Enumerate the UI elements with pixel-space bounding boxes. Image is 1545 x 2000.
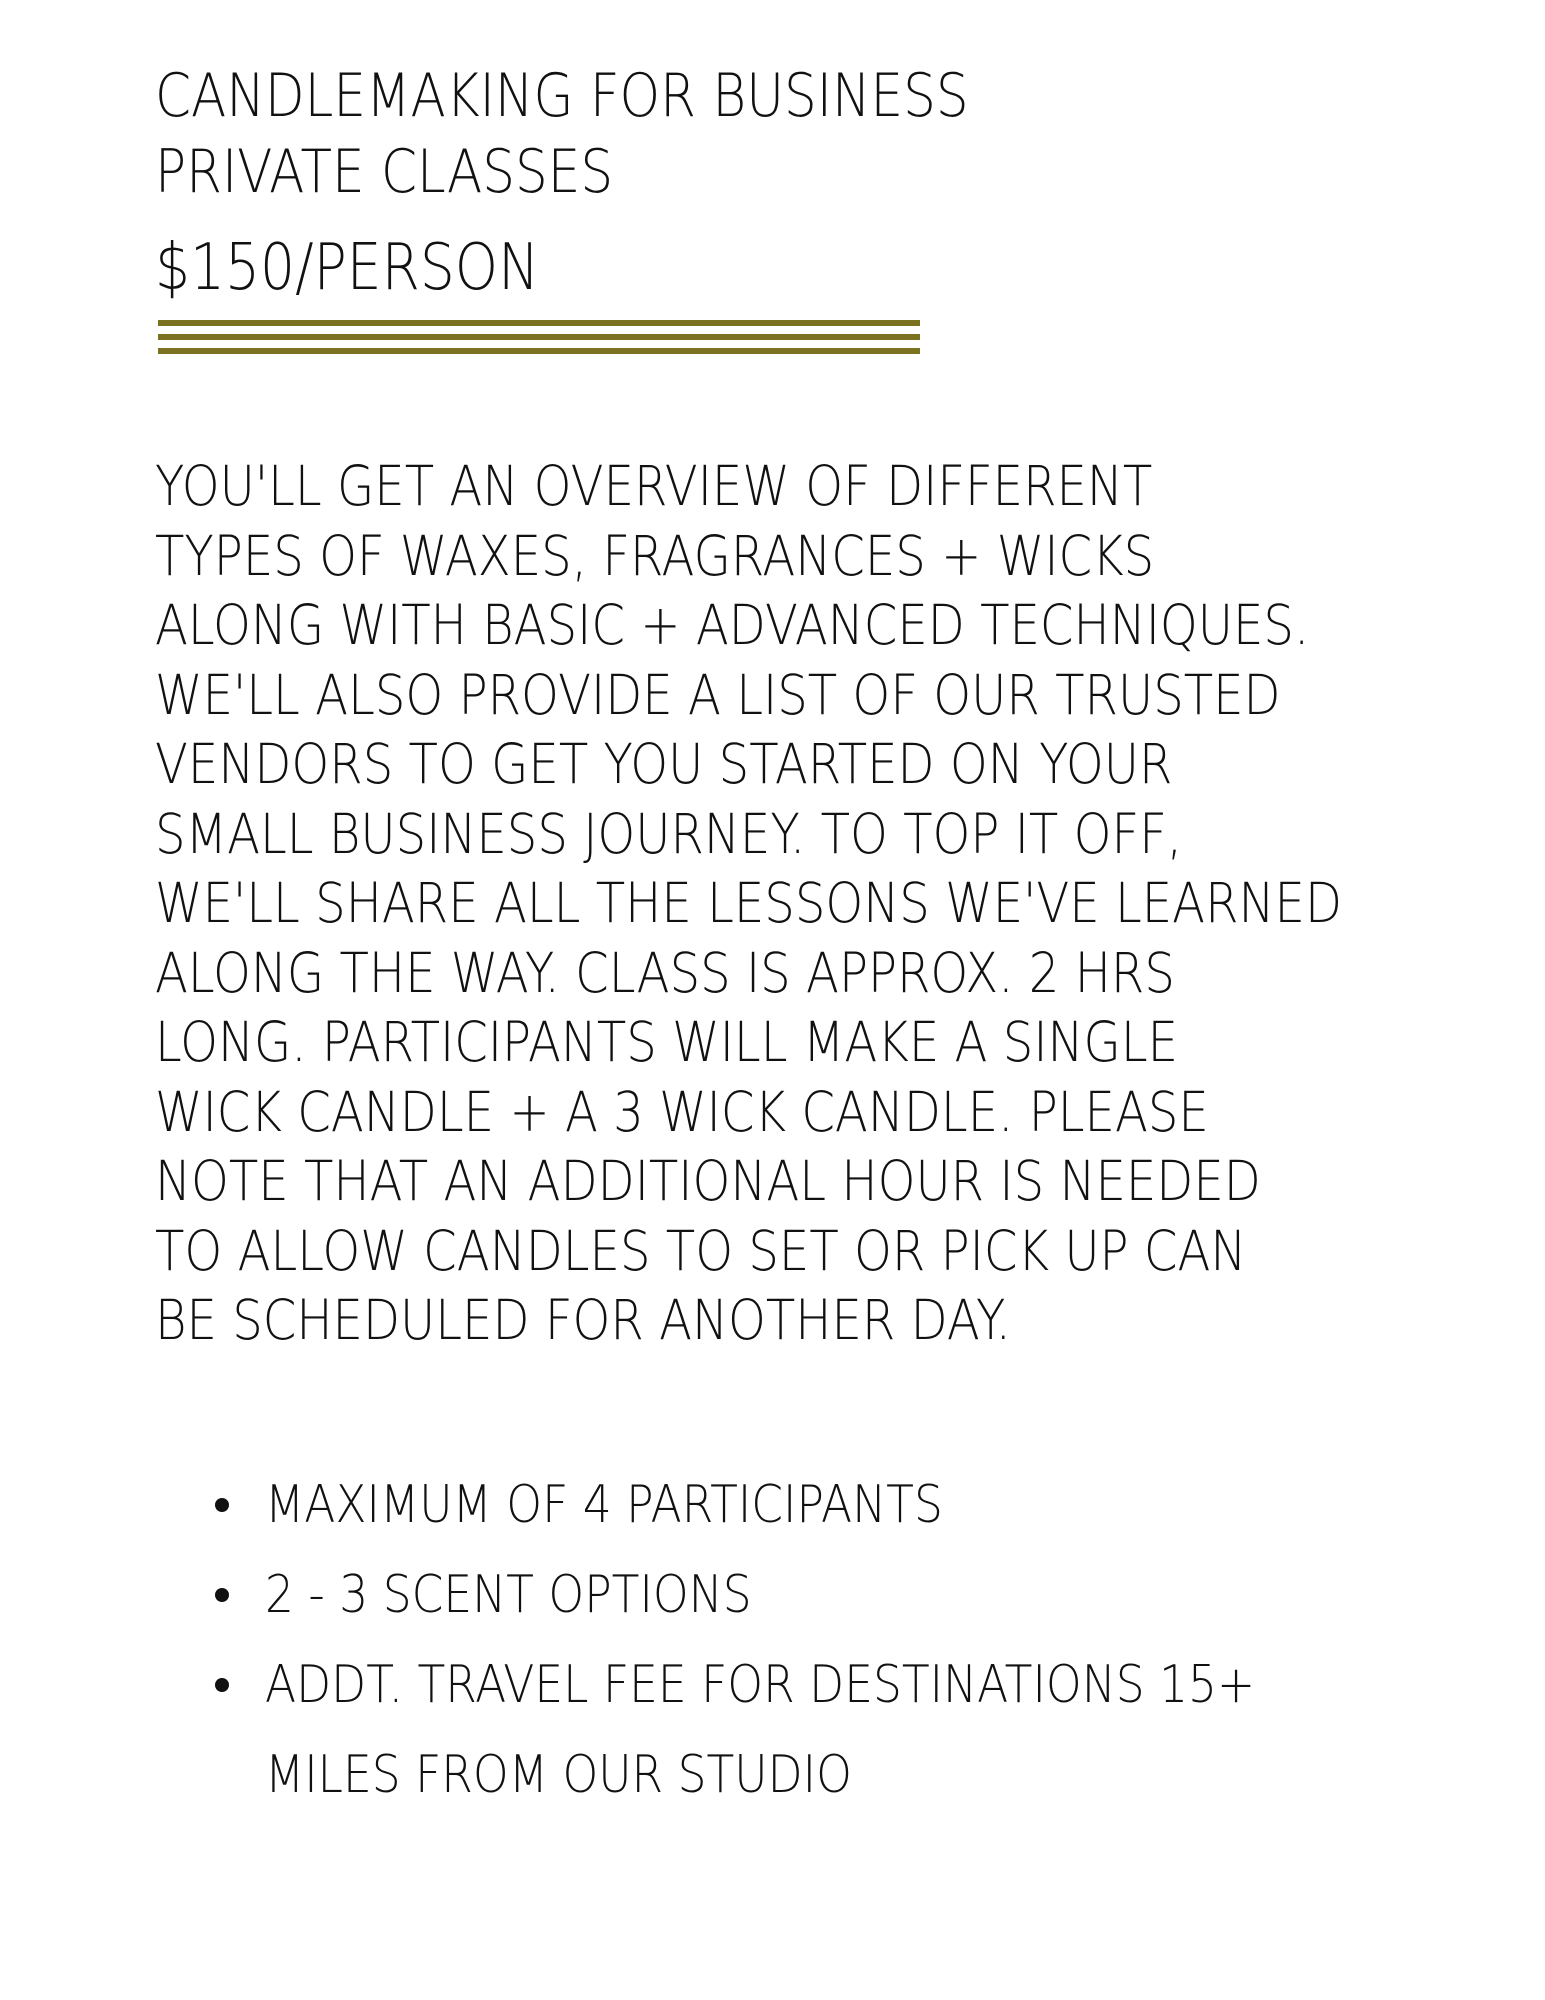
bullet-dot-icon <box>215 1498 229 1512</box>
description-line: VENDORS TO GET YOU STARTED ON YOUR <box>155 732 1173 796</box>
title-line-2: PRIVATE CLASSES <box>155 137 614 207</box>
description-line: ALONG WITH BASIC + ADVANCED TECHNIQUES. <box>155 593 1310 657</box>
list-item-text: MILES FROM OUR STUDIO <box>265 1745 852 1805</box>
description-line: NOTE THAT AN ADDITIONAL HOUR IS NEEDED <box>155 1149 1261 1213</box>
title-line-1: CANDLEMAKING FOR BUSINESS <box>155 61 969 131</box>
description-line: BE SCHEDULED FOR ANOTHER DAY. <box>155 1288 1011 1352</box>
list-item-text: 2 - 3 SCENT OPTIONS <box>265 1565 752 1625</box>
list-item <box>215 1460 1397 1550</box>
rule-line <box>158 334 920 340</box>
description-line: LONG. PARTICIPANTS WILL MAKE A SINGLE <box>155 1010 1179 1074</box>
description-line: WE'LL ALSO PROVIDE A LIST OF OUR TRUSTED <box>155 662 1281 727</box>
price: $150/PERSON <box>155 231 540 305</box>
class-details-list <box>215 1460 1397 1820</box>
list-item-text: MAXIMUM OF 4 PARTICIPANTS <box>265 1475 943 1535</box>
description-line: WE'LL SHARE ALL THE LESSONS WE'VE LEARNED <box>155 871 1343 935</box>
description-line: ALONG THE WAY. CLASS IS APPROX. 2 HRS <box>155 940 1175 1005</box>
bullet-dot-icon <box>215 1588 229 1602</box>
list-item <box>215 1640 1397 1820</box>
description-line: WICK CANDLE + A 3 WICK CANDLE. PLEASE <box>155 1079 1209 1144</box>
description-line: YOU'LL GET AN OVERVIEW OF DIFFERENT <box>155 454 1153 518</box>
description-line: TO ALLOW CANDLES TO SET OR PICK UP CAN <box>155 1218 1247 1283</box>
list-item <box>215 1550 1397 1640</box>
decorative-triple-rule <box>158 320 920 362</box>
class-description <box>155 452 1415 1356</box>
rule-line <box>158 320 920 326</box>
description-line: TYPES OF WAXES, FRAGRANCES + WICKS <box>155 523 1155 588</box>
bullet-dot-icon <box>215 1678 229 1692</box>
rule-line <box>158 348 920 354</box>
list-item-text: ADDT. TRAVEL FEE FOR DESTINATIONS 15+ <box>265 1655 1256 1715</box>
description-line: SMALL BUSINESS JOURNEY. TO TOP IT OFF, <box>155 801 1183 866</box>
